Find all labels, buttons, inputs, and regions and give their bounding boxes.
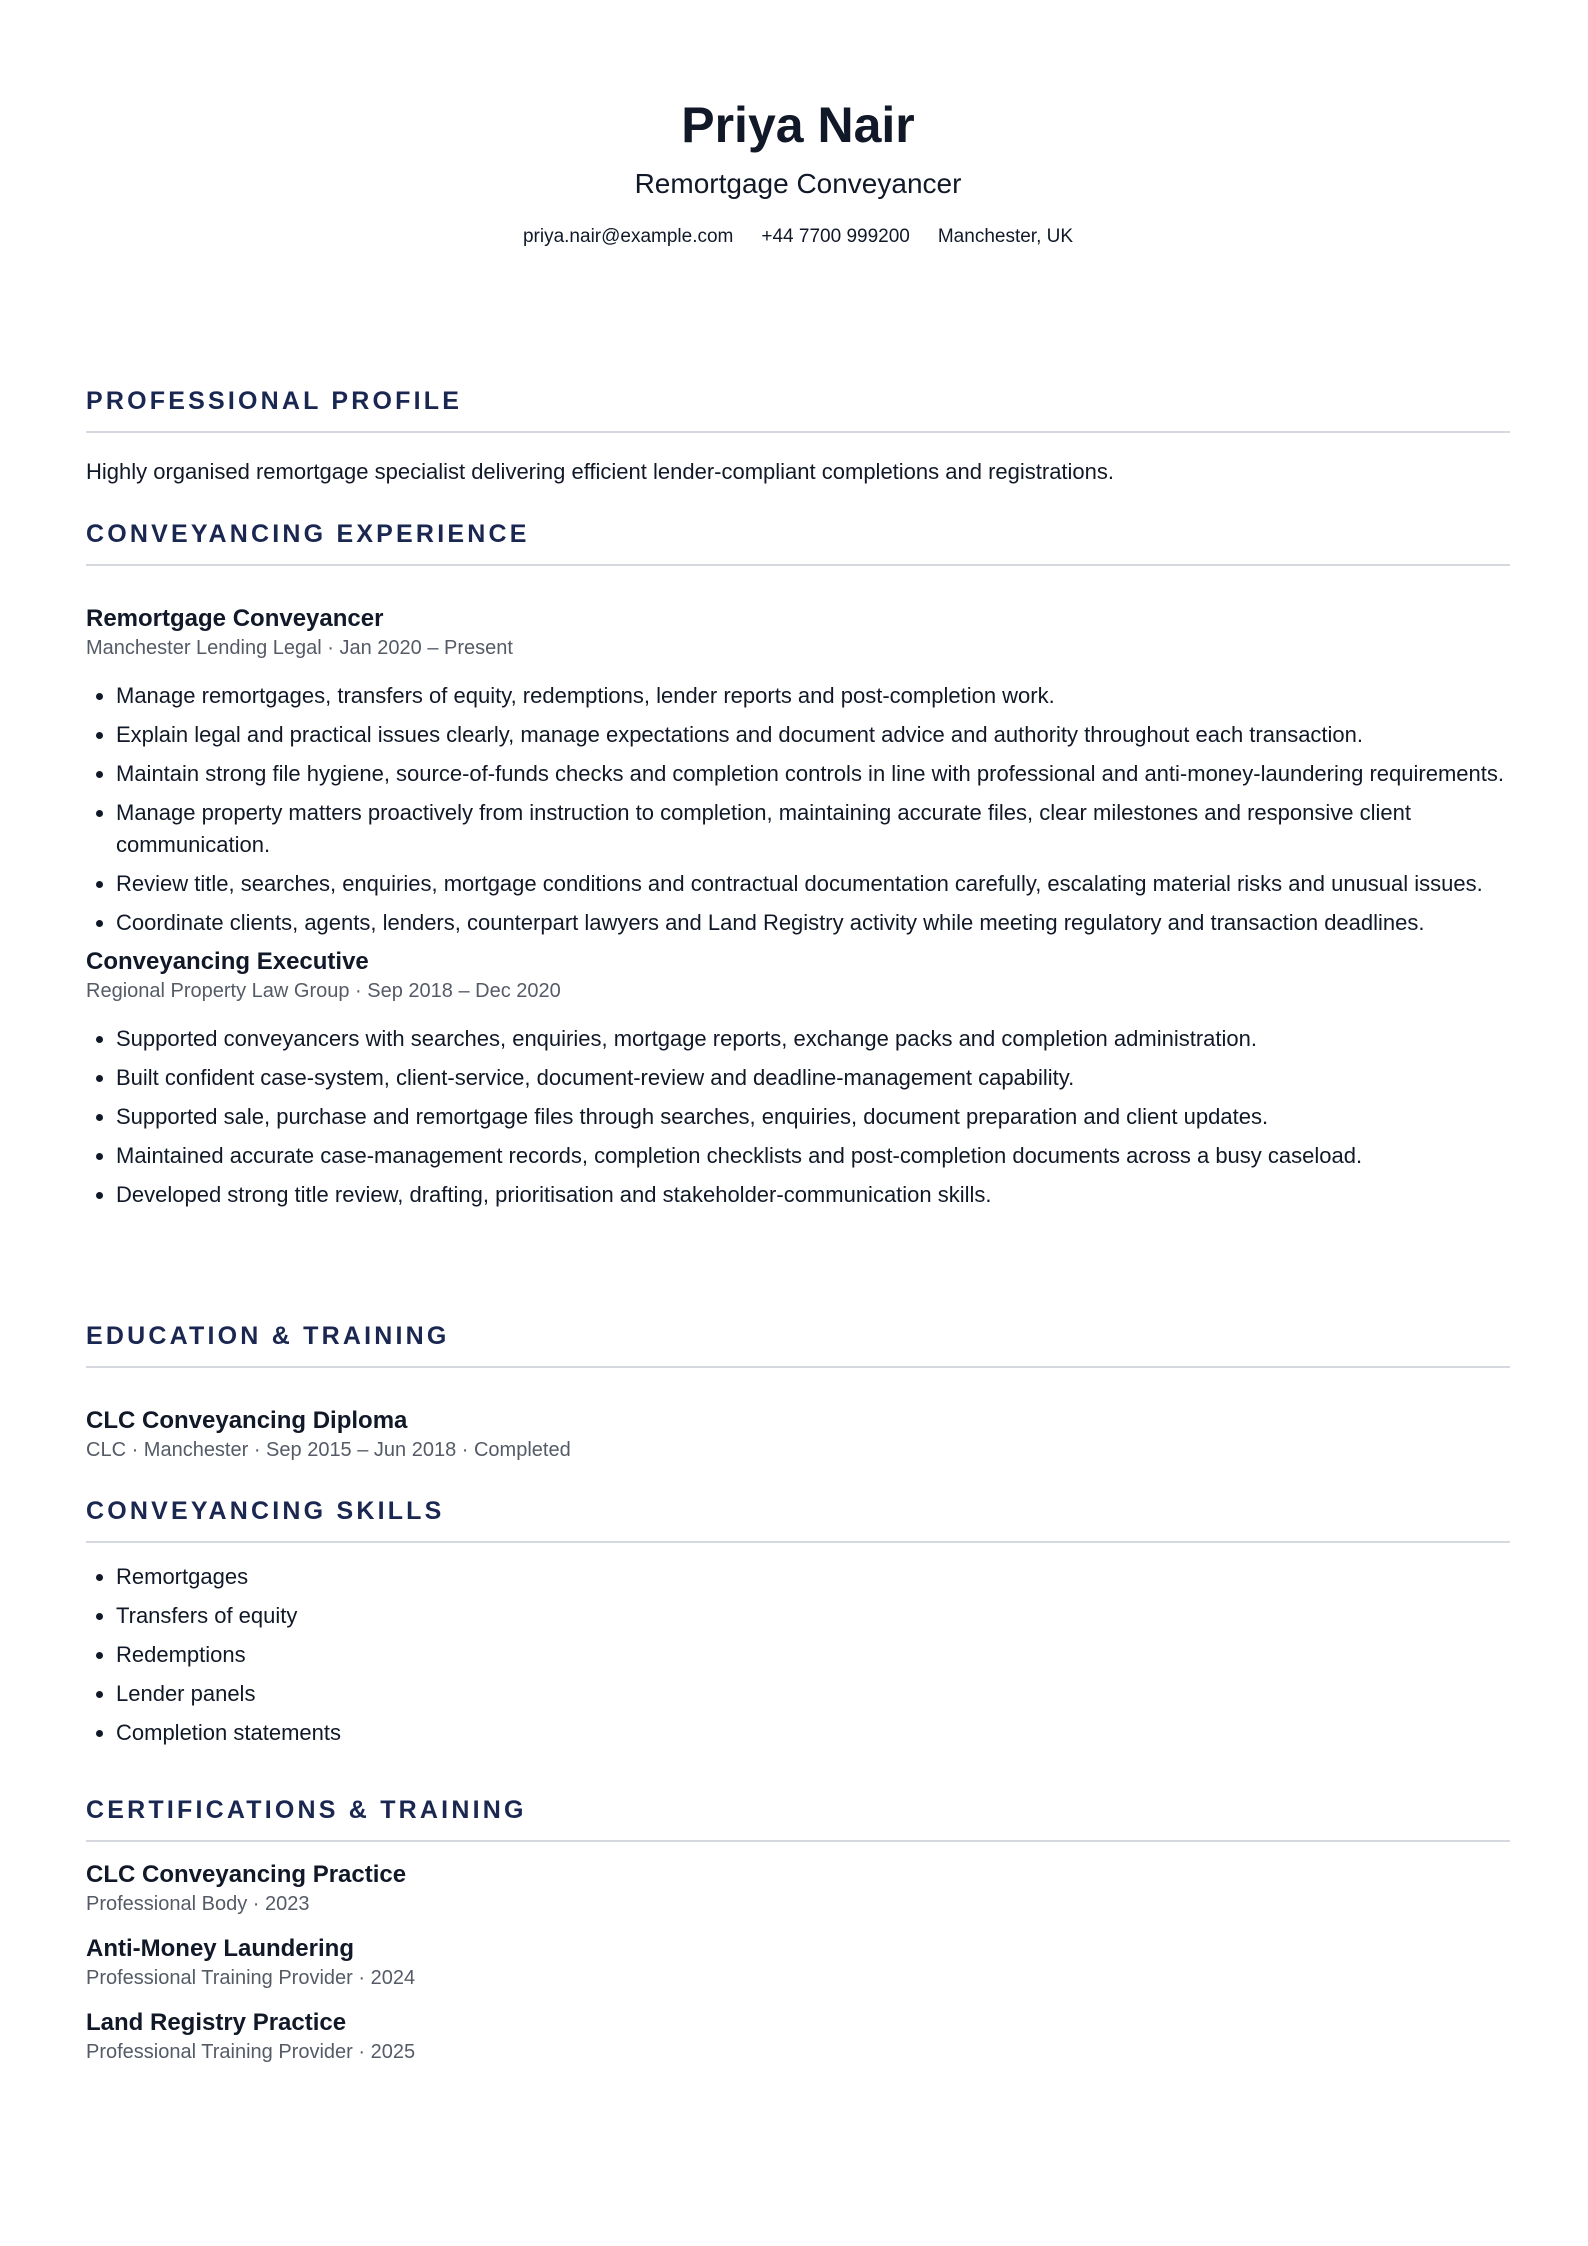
education-section [86, 1320, 1510, 1464]
certification-entry [86, 1860, 1510, 1918]
section-title-profile: PROFESSIONAL PROFILE [86, 385, 1510, 433]
certification-name: Land Registry Practice [86, 2009, 347, 2036]
job-bullet: • Manage remortgages, transfers of equity, redemptions, lender reports and post-completion work. [116, 680, 1510, 712]
job-bullet: • Coordinate clients, agents, lenders, counterpart lawyers and Land Registry activity while meeting regulatory and transaction deadlines. [116, 907, 1510, 939]
job-bullet: • Manage property matters proactively from instruction to completion, maintaining accurate files, clear milestones and responsive client communication. [116, 797, 1510, 861]
job-bullet: • Supported conveyancers with searches, enquiries, mortgage reports, exchange packs and completion administration. [116, 1023, 1510, 1055]
job-meta: Regional Property Law Group · Sep 2018 – Dec 2020 [86, 980, 561, 1002]
skill-item: • Transfers of equity [116, 1600, 1510, 1632]
candidate-headline: Remortgage Conveyancer [634, 168, 962, 199]
skill-item: • Remortgages [116, 1561, 1510, 1593]
skill-item: • Lender panels [116, 1678, 1510, 1710]
job-title: Conveyancing Executive [86, 948, 369, 975]
job-bullet: • Review title, searches, enquiries, mortgage conditions and contractual documentation carefully, escalating material risks and unusual issues. [116, 868, 1510, 900]
profile-section [86, 385, 1510, 487]
contact-phone[interactable]: +44 7700 999200 [761, 226, 910, 247]
education-meta: CLC · Manchester · Sep 2015 – Jun 2018 · Completed [86, 1439, 571, 1461]
skill-item: • Completion statements [116, 1717, 1510, 1749]
job-bullets [86, 1023, 1510, 1211]
certifications-section [86, 1794, 1510, 2066]
skill-item: • Redemptions [116, 1639, 1510, 1671]
certification-name: CLC Conveyancing Practice [86, 1861, 407, 1888]
contact-email[interactable]: priya.nair@example.com [522, 226, 734, 247]
section-title-skills: CONVEYANCING SKILLS [86, 1495, 1510, 1543]
skills-section [86, 1495, 1510, 1756]
certification-entry [86, 2008, 1510, 2066]
certification-meta: Professional Training Provider · 2024 [86, 1967, 416, 1989]
certification-meta: Professional Body · 2023 [86, 1893, 310, 1915]
skills-list [86, 1561, 1510, 1749]
experience-section [86, 518, 1510, 1218]
section-title-education: EDUCATION & TRAINING [86, 1320, 1510, 1368]
education-name: CLC Conveyancing Diploma [86, 1407, 408, 1434]
candidate-name: Priya Nair [681, 97, 915, 153]
profile-summary: Highly organised remortgage specialist delivering efficient lender-compliant completions and registrations. [86, 459, 1115, 484]
job-bullet: • Built confident case-system, client-service, document-review and deadline-management capability. [116, 1062, 1510, 1094]
contact-line [86, 224, 1510, 250]
resume-header [86, 0, 1510, 250]
certification-meta: Professional Training Provider · 2025 [86, 2041, 416, 2063]
certification-name: Anti-Money Laundering [86, 1935, 354, 1962]
job-bullet: • Supported sale, purchase and remortgage files through searches, enquiries, document preparation and client updates. [116, 1101, 1510, 1133]
job-bullet: • Developed strong title review, drafting, prioritisation and stakeholder-communication skills. [116, 1179, 1510, 1211]
job-bullets [86, 680, 1510, 939]
job-bullet: • Maintain strong file hygiene, source-of-funds checks and completion controls in line with professional and anti-money-laundering requirements. [116, 758, 1510, 790]
experience-entry [86, 947, 1510, 1211]
job-bullet: • Maintained accurate case-management records, completion checklists and post-completion documents across a busy caseload. [116, 1140, 1510, 1172]
section-title-experience: CONVEYANCING EXPERIENCE [86, 518, 1510, 566]
job-bullet: • Explain legal and practical issues clearly, manage expectations and document advice and authority throughout each transaction. [116, 719, 1510, 751]
contact-location: Manchester, UK [937, 226, 1074, 247]
experience-entry [86, 604, 1510, 939]
job-meta: Manchester Lending Legal · Jan 2020 – Present [86, 637, 513, 659]
certification-entry [86, 1934, 1510, 1992]
education-entry [86, 1406, 1510, 1464]
job-title: Remortgage Conveyancer [86, 605, 384, 632]
section-title-certifications: CERTIFICATIONS & TRAINING [86, 1794, 1510, 1842]
resume-page [86, 0, 1510, 2063]
